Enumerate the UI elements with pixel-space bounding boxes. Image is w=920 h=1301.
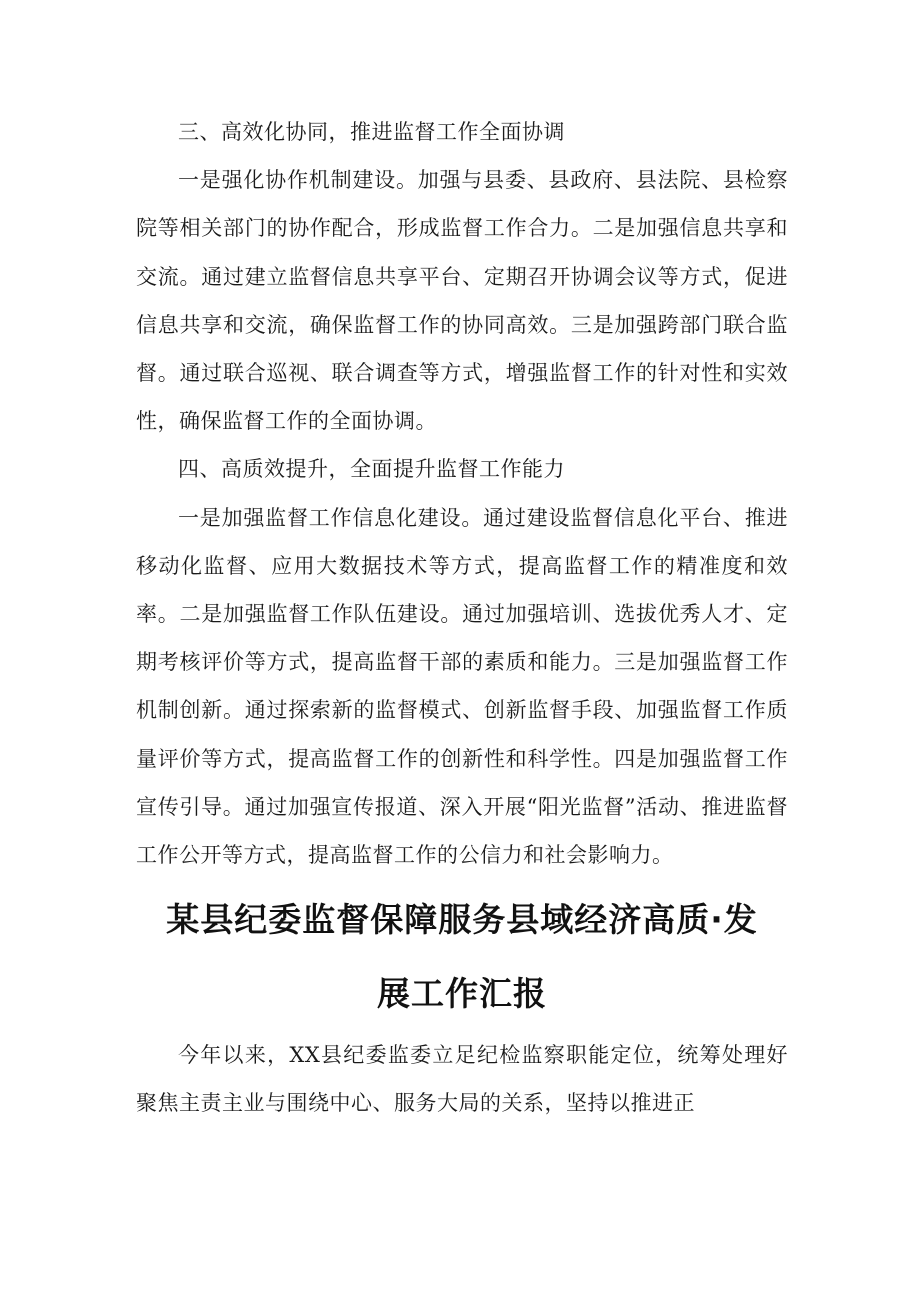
section-3-body: 一是强化协作机制建设。加强与县委、县政府、县法院、县检察院等相关部门的协作配合，形成监督工作合力。二是加强信息共享和交流。通过建立监督信息共享平台、定期召开协调会议等方式，促进信息共享和交流，确保监督工作的协同高效。三是加强跨部门联合监督。通过联合巡视、联合调查等方式，增强监督工作的针对性和实效性，确保监督工作的全面协调。: [136, 168, 788, 434]
report-title-line-2: 展工作汇报: [377, 974, 547, 1014]
report-title: [136, 883, 788, 1031]
report-intro-paragraph: 今年以来，XX县纪委监委立足纪检监察职能定位，统筹处理好聚焦主责主业与围绕中心、服务大局的关系，坚持以推进正: [136, 1043, 788, 1116]
section-3-heading: 三、高效化协同，推进监督工作全面协调: [178, 120, 565, 144]
section-4-heading: 四、高质效提升，全面提升监督工作能力: [178, 457, 565, 482]
report-title-line-1: 某县纪委监督保障服务县域经济高质·发: [166, 900, 758, 940]
section-4-body: 一是加强监督工作信息化建设。通过建设监督信息化平台、推进移动化监督、应用大数据技术等方式，提高监督工作的精准度和效率。二是加强监督工作队伍建设。通过加强培训、选拔优秀人才、定期考核评价等方式，提高监督干部的素质和能力。三是加强监督工作机制创新。通过探索新的监督模式、创新监督手段、加强监督工作质量评价等方式，提高监督工作的创新性和科学性。四是加强监督工作宣传引导。通过加强宣传报道、深入开展“阳光监督”活动、推进监督工作公开等方式，提高监督工作的公信力和社会影响力。: [136, 505, 788, 868]
document-page: [136, 108, 788, 1128]
